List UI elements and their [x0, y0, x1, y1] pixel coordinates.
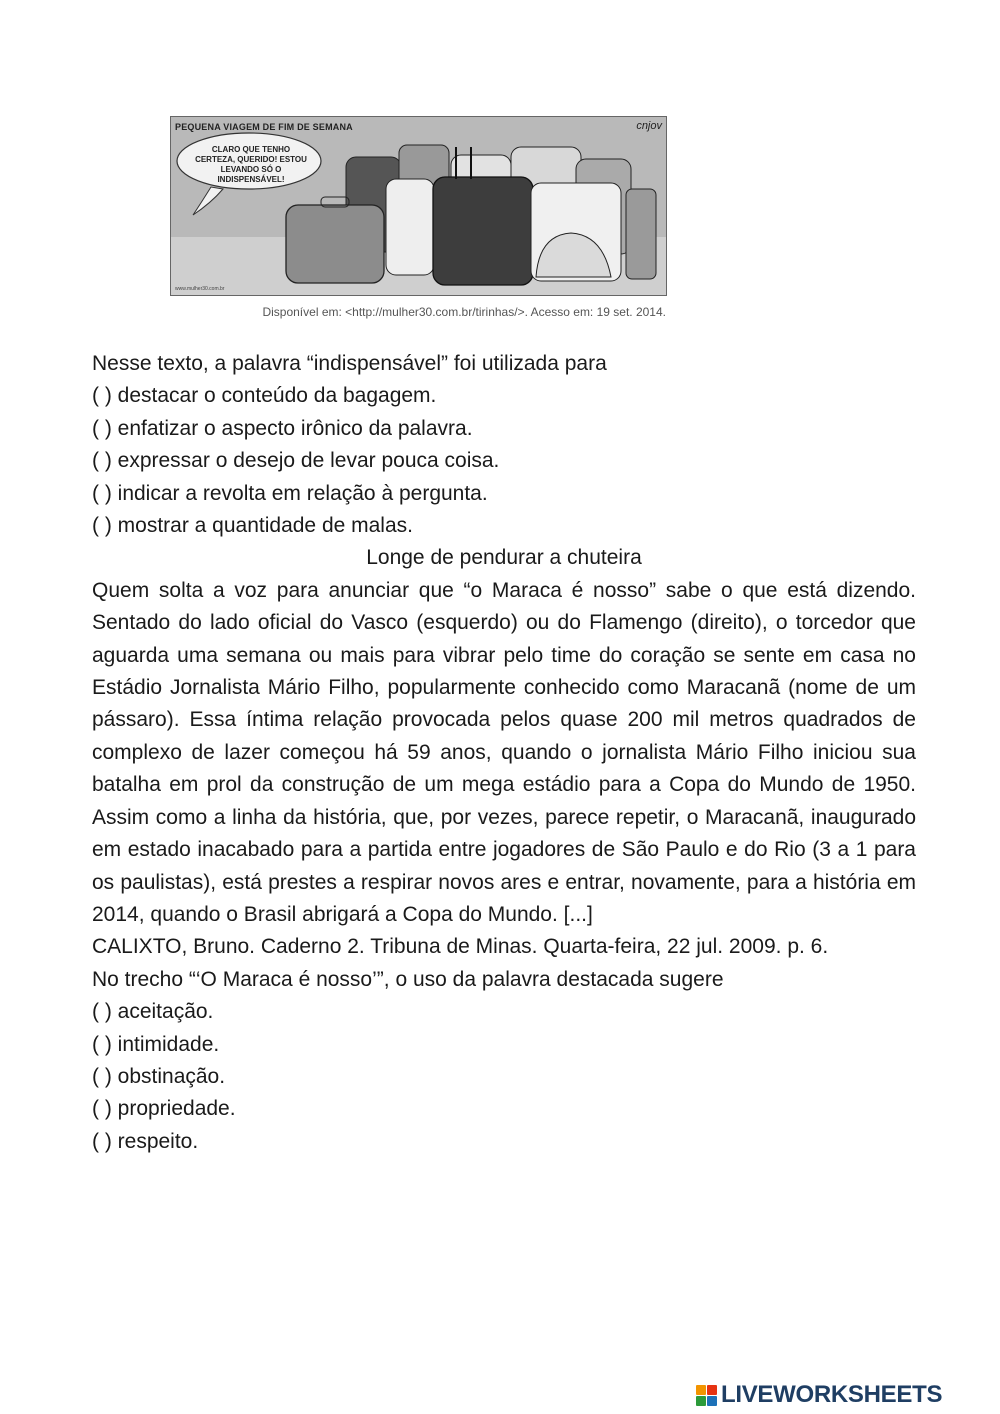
liveworksheets-logo [696, 1380, 942, 1410]
comic-signature: cnjov [636, 120, 662, 132]
question-1-option-b[interactable]: ( ) enfatizar o aspecto irônico da palavra. [92, 416, 473, 440]
question-2-prompt: No trecho “‘O Maraca é nosso’”, o uso da palavra destacada sugere [92, 967, 724, 991]
logo-square-3 [696, 1396, 706, 1406]
question-2-option-c[interactable]: ( ) obstinação. [92, 1064, 226, 1088]
question-1-option-a[interactable]: ( ) destacar o conteúdo da bagagem. [92, 384, 437, 408]
logo-mark-icon [696, 1385, 717, 1406]
logo-square-2 [707, 1385, 717, 1395]
article-body: Quem solta a voz para anunciar que “o Maraca é nosso” sabe o que está dizendo. Sentado do lado oficial do Vasco (esquerdo) ou do Flamengo (direito), o torcedor que aguarda uma semana ou mais para vibrar pelo time do coração se sente em casa no Estádio Jornalista Mário Filho, popularmente conhecido como Maracanã (nome de um pássaro). Essa íntima relação provocada pelos quase 200 mil metros quadrados de complexo de lazer começou há 59 anos, quando o jornalista Mário Filho iniciou sua batalha em prol da construção de um mega estádio para a Copa do Mundo de 1950. Assim como a linha da história, que, por vezes, parece repetir, o Maracanã, inaugurado em estado inacabado para a partida entre jogadores de São Paulo e do Rio (3 a 1 para os paulistas), está prestes a respirar novos ares e entrar, novamente, para a história em 2014, quando o Brasil abrigará a Copa do Mundo. [...] [92, 578, 916, 926]
speech-bubble-text: CLARO QUE TENHO CERTEZA, QUERIDO! ESTOU LEVANDO SÓ O INDISPENSÁVEL! [195, 145, 307, 184]
luggage-illustration [171, 117, 666, 295]
content [92, 348, 916, 1158]
question-1-prompt: Nesse texto, a palavra “indispensável” foi utilizada para [92, 352, 607, 375]
question-1-option-c[interactable]: ( ) expressar o desejo de levar pouca coisa. [92, 449, 500, 473]
question-2-option-b[interactable]: ( ) intimidade. [92, 1032, 220, 1056]
question-2-option-e[interactable]: ( ) respeito. [92, 1129, 199, 1153]
article-title: Longe de pendurar a chuteira [366, 546, 642, 570]
logo-square-4 [707, 1396, 717, 1406]
comic-title: PEQUENA VIAGEM DE FIM DE SEMANA [175, 122, 353, 132]
question-2-option-a[interactable]: ( ) aceitação. [92, 1000, 214, 1024]
comic-source: Disponível em: <http://mulher30.com.br/tirinhas/>. Acesso em: 19 set. 2014. [262, 305, 666, 319]
comic-site: www.mulher30.com.br [175, 286, 225, 292]
question-1-option-d[interactable]: ( ) indicar a revolta em relação à pergunta. [92, 481, 488, 505]
logo-square-1 [696, 1385, 706, 1395]
logo-text: LIVEWORKSHEETS [721, 1381, 943, 1408]
question-1-option-e[interactable]: ( ) mostrar a quantidade de malas. [92, 514, 413, 538]
article-citation: CALIXTO, Bruno. Caderno 2. Tribuna de Minas. Quarta-feira, 22 jul. 2009. p. 6. [92, 935, 829, 959]
question-2-option-d[interactable]: ( ) propriedade. [92, 1097, 236, 1121]
comic-strip [170, 116, 667, 296]
